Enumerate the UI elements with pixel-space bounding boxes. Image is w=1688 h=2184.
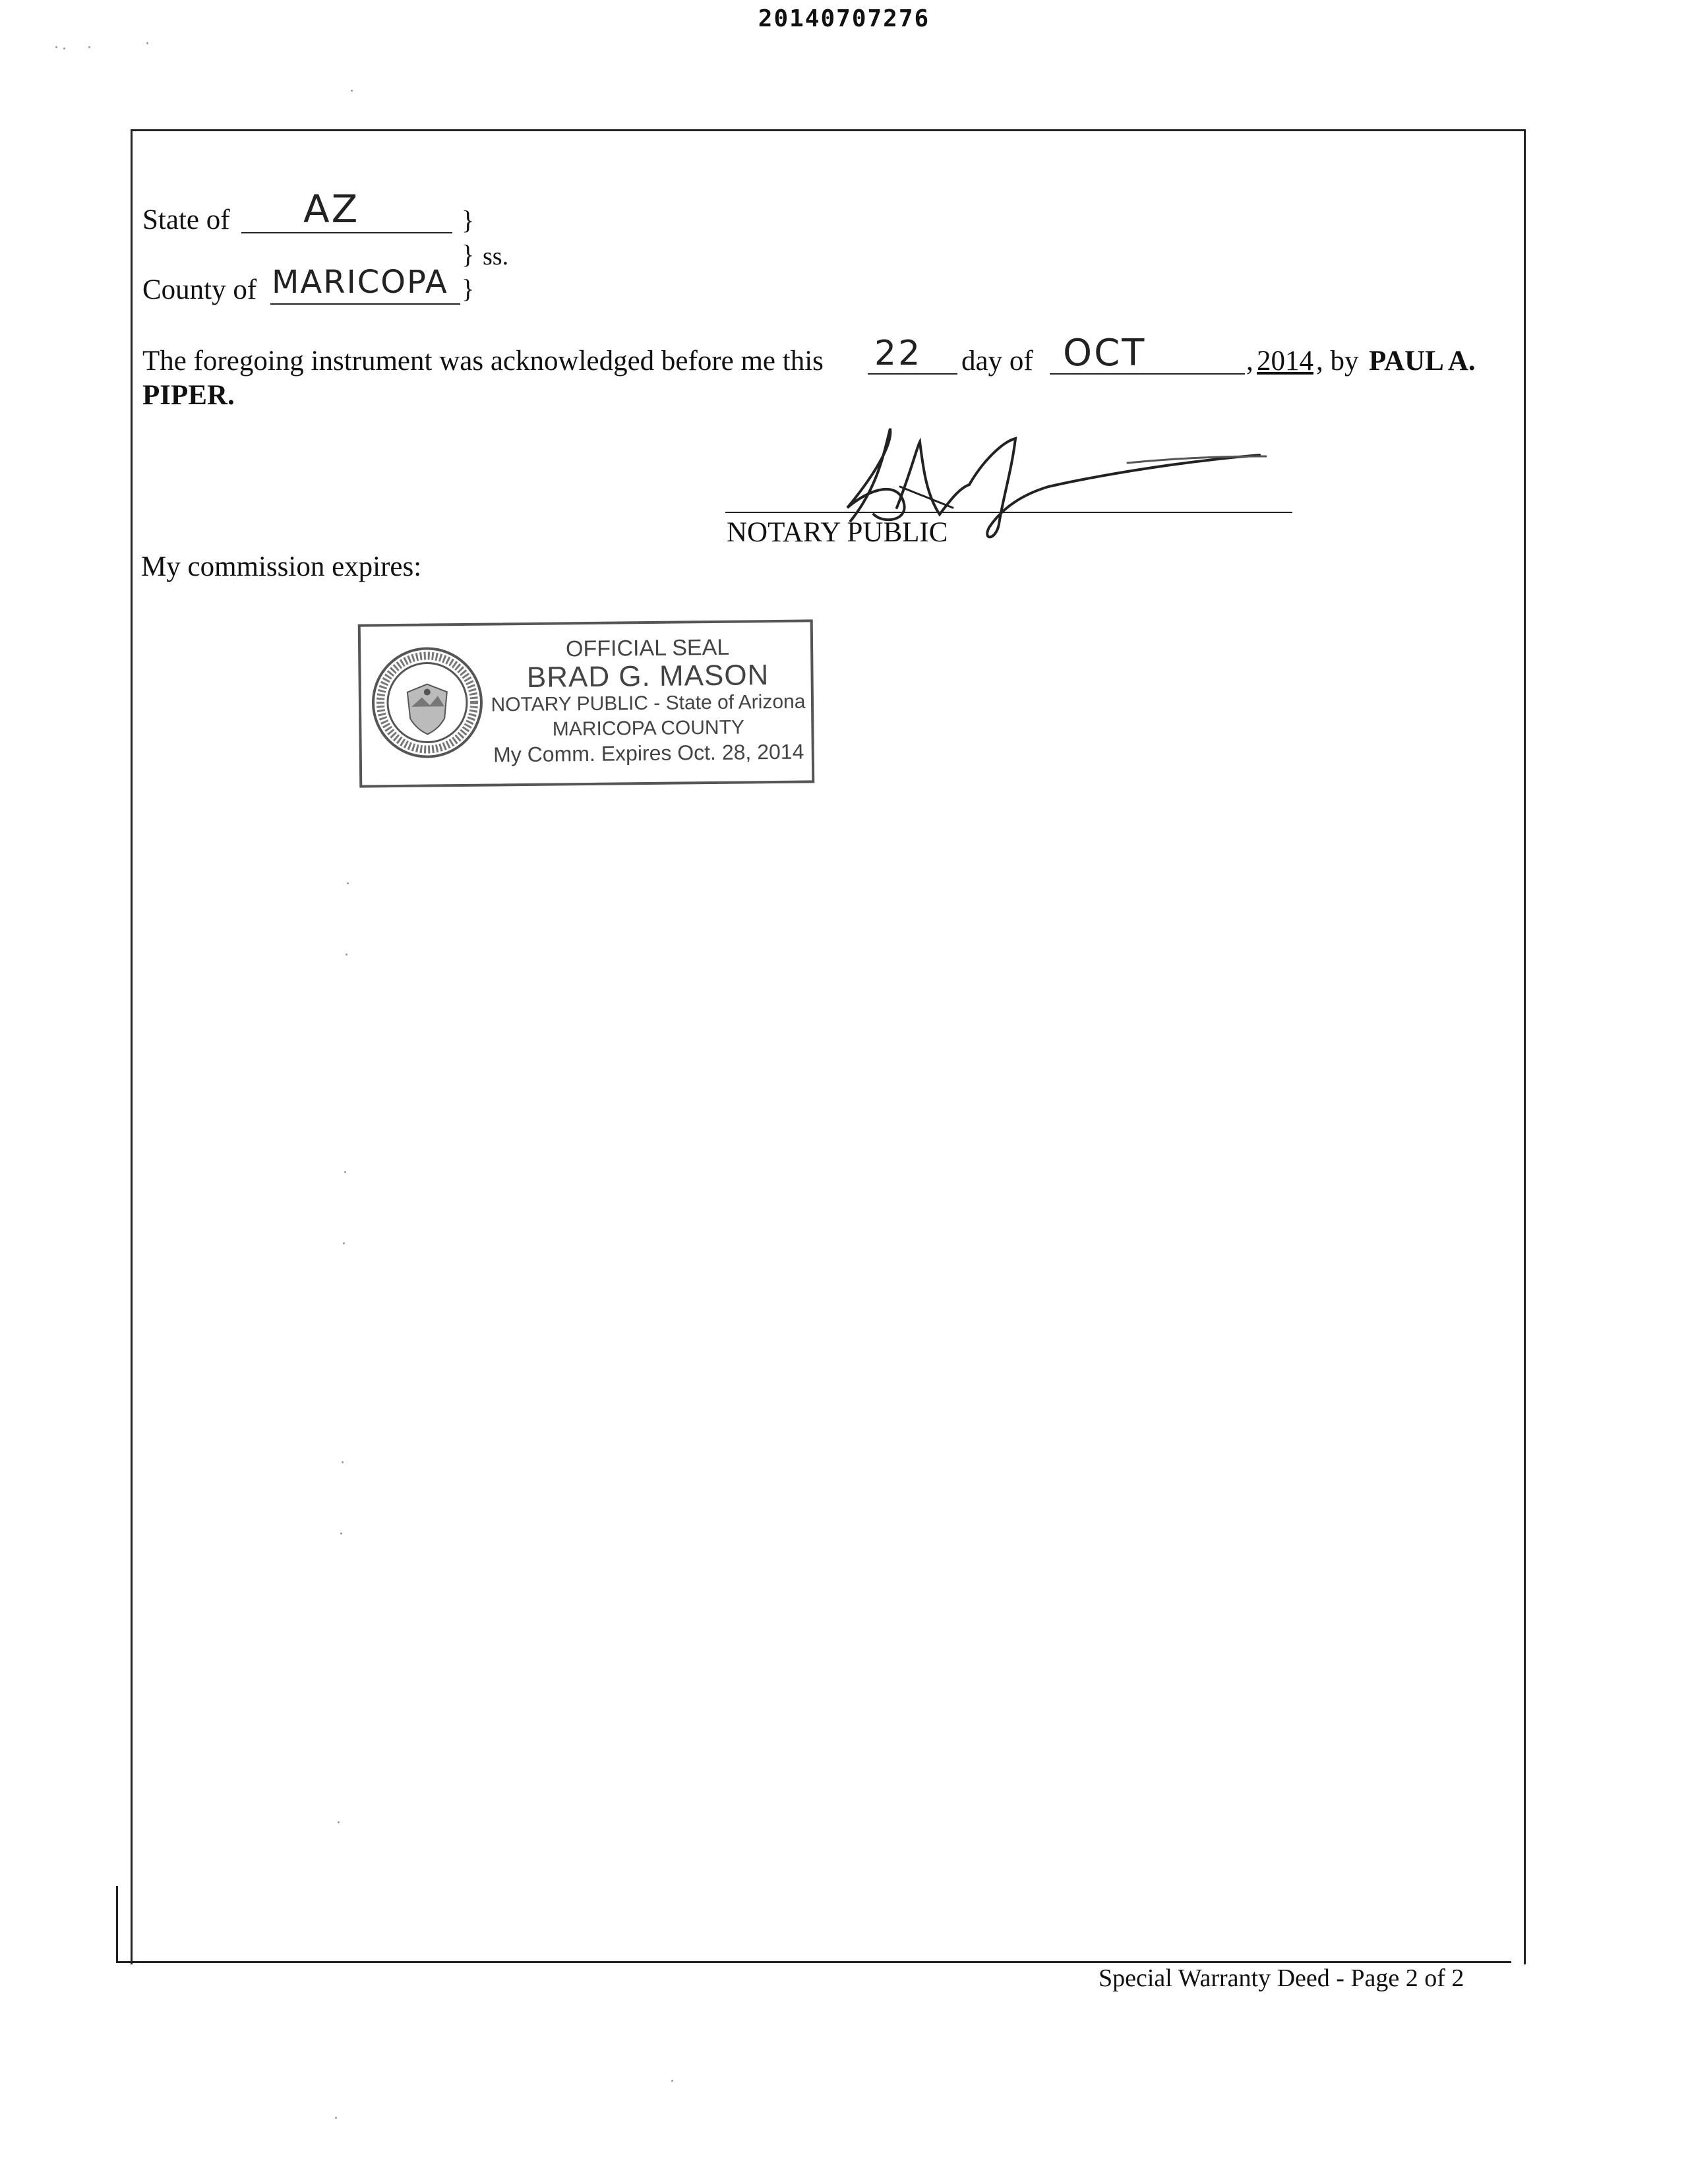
ack-year-prefix: , bbox=[1246, 346, 1253, 377]
scan-speck bbox=[88, 46, 90, 48]
state-underline bbox=[241, 232, 452, 233]
county-label: County of bbox=[142, 274, 257, 305]
day-handwritten-value: 22 bbox=[874, 334, 922, 373]
ack-text-start: The foregoing instrument was acknowledged before me this bbox=[142, 346, 824, 377]
brace-1: } bbox=[462, 205, 475, 235]
ss-label: ss. bbox=[483, 243, 509, 270]
day-underline bbox=[868, 373, 957, 375]
ack-year: 2014 bbox=[1257, 346, 1313, 377]
seal-line-expiration: My Comm. Expires Oct. 28, 2014 bbox=[493, 739, 804, 767]
seal-line-county: MARICOPA COUNTY bbox=[552, 716, 745, 741]
scan-speck bbox=[63, 47, 65, 49]
party-name-line-1: PAUL A. bbox=[1369, 346, 1476, 377]
notary-signature-line bbox=[725, 512, 1292, 513]
brace-2: } bbox=[462, 239, 475, 269]
ack-by: , by bbox=[1316, 346, 1359, 377]
document-frame bbox=[131, 129, 1526, 1964]
arizona-state-seal-emblem bbox=[370, 646, 485, 760]
frame-bottom-rule bbox=[116, 1961, 1511, 1963]
county-underline bbox=[270, 303, 460, 305]
state-label: State of bbox=[142, 204, 230, 235]
recording-number: 20140707276 bbox=[758, 5, 930, 32]
scan-speck bbox=[335, 2117, 337, 2119]
scan-speck bbox=[671, 2080, 673, 2082]
party-name-line-2: PIPER. bbox=[142, 380, 235, 411]
notary-label: NOTARY PUBLIC bbox=[727, 517, 948, 548]
commission-label: My commission expires: bbox=[141, 551, 422, 582]
notary-seal-stamp bbox=[358, 619, 815, 787]
page-footer: Special Warranty Deed - Page 2 of 2 bbox=[1099, 1964, 1464, 1992]
scan-speck bbox=[55, 46, 57, 48]
ack-day-of: day of bbox=[961, 346, 1033, 377]
county-handwritten-value: MARICOPA bbox=[272, 264, 448, 301]
scan-speck bbox=[351, 90, 353, 92]
month-handwritten-value: OCT bbox=[1063, 332, 1147, 375]
state-handwritten-value: AZ bbox=[303, 187, 360, 231]
scan-speck bbox=[146, 42, 148, 44]
frame-edge bbox=[116, 1886, 118, 1962]
brace-3: } bbox=[462, 274, 475, 303]
seal-line-notary-name: BRAD G. MASON bbox=[526, 659, 769, 694]
seal-line-notary-state: NOTARY PUBLIC - State of Arizona bbox=[491, 690, 806, 716]
seal-line-official: OFFICIAL SEAL bbox=[565, 634, 730, 662]
